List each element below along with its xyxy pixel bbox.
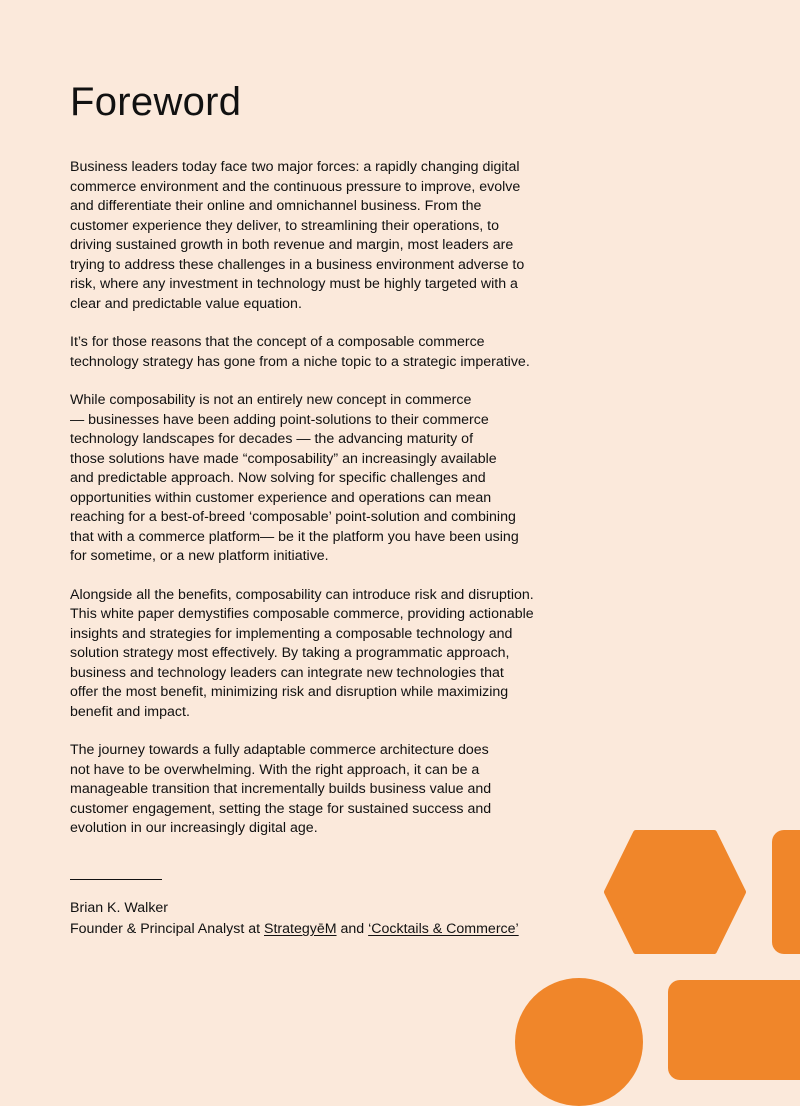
paragraph-line: evolution in our increasingly digital age. (70, 820, 318, 836)
paragraph-line: manageable transition that incrementally builds business value and (70, 781, 492, 797)
foreword-paragraph (70, 741, 560, 839)
foreword-body (70, 158, 560, 858)
paragraph-line: that with a commerce platform— be it the platform you have been using (70, 528, 519, 545)
author-title (70, 919, 519, 940)
paragraph-line: insights and strategies for implementing a composable technology and (70, 625, 513, 642)
page-title: Foreword (70, 80, 242, 124)
paragraph-line: commerce environment and the continuous pressure to improve, evolve (70, 178, 521, 195)
paragraph-line: offer the most benefit, minimizing risk and disruption while maximizing (70, 684, 509, 700)
paragraph-line: driving sustained growth in both revenue and margin, most leaders are (70, 237, 514, 253)
paragraph-line: customer engagement, setting the stage for sustained success and (70, 800, 492, 817)
paragraph-line: solution strategy most effectively. By taking a programmatic approach, (70, 645, 510, 661)
semicircle-shape (515, 978, 643, 1106)
paragraph-line: While composability is not an entirely new concept in commerce (70, 392, 472, 408)
foreword-paragraph (70, 333, 560, 372)
paragraph-line: — businesses have been adding point-solutions to their commerce (70, 411, 489, 428)
paragraph-line: reaching for a best-of-breed ‘composable’ point-solution and combining (70, 509, 516, 525)
paragraph-line: clear and predictable value equation. (70, 295, 302, 312)
hexagon-shape (604, 830, 746, 954)
paragraph-line: The journey towards a fully adaptable commerce architecture does (70, 742, 489, 758)
paragraph-line: risk, where any investment in technology must be highly targeted with a (70, 276, 518, 292)
paragraph-line: Business leaders today face two major forces: a rapidly changing digital (70, 159, 520, 175)
paragraph-line: business and technology leaders can integrate new technologies that (70, 664, 504, 681)
rounded-rect-shape-right (772, 830, 800, 954)
paragraph-line: It’s for those reasons that the concept of a composable commerce (70, 334, 485, 350)
signature-divider (70, 879, 162, 880)
strategyem-link[interactable]: StrategyēM (264, 921, 337, 937)
paragraph-line: not have to be overwhelming. With the right approach, it can be a (70, 761, 480, 778)
paragraph-line: trying to address these challenges in a business environment adverse to (70, 256, 525, 273)
author-name: Brian K. Walker (70, 900, 169, 916)
conjunction-text: and (336, 921, 369, 937)
signature-block (70, 898, 519, 940)
foreword-paragraph (70, 586, 560, 723)
paragraph-line: benefit and impact. (70, 703, 190, 720)
paragraph-line: Alongside all the benefits, composability can introduce risk and disruption. (70, 586, 534, 603)
paragraph-line: and predictable approach. Now solving for specific challenges and (70, 470, 486, 486)
paragraph-line: technology strategy has gone from a niche topic to a strategic imperative. (70, 353, 530, 370)
paragraph-line: This white paper demystifies composable commerce, providing actionable (70, 606, 534, 622)
paragraph-line: opportunities within customer experience and operations can mean (70, 489, 492, 506)
paragraph-line: and differentiate their online and omnichannel business. From the (70, 198, 482, 214)
paragraph-line: for sometime, or a new platform initiative. (70, 548, 329, 564)
paragraph-line: technology landscapes for decades — the advancing maturity of (70, 431, 474, 447)
foreword-paragraph (70, 158, 560, 314)
paragraph-line: customer experience they deliver, to streamlining their operations, to (70, 217, 499, 234)
paragraph-line: those solutions have made “composability” an increasingly available (70, 450, 497, 467)
author-role: Founder & Principal Analyst at (70, 921, 264, 937)
cocktails-commerce-link[interactable]: ‘Cocktails & Commerce’ (368, 921, 519, 937)
foreword-paragraph (70, 391, 560, 567)
rounded-rect-shape-bottom (668, 980, 800, 1080)
